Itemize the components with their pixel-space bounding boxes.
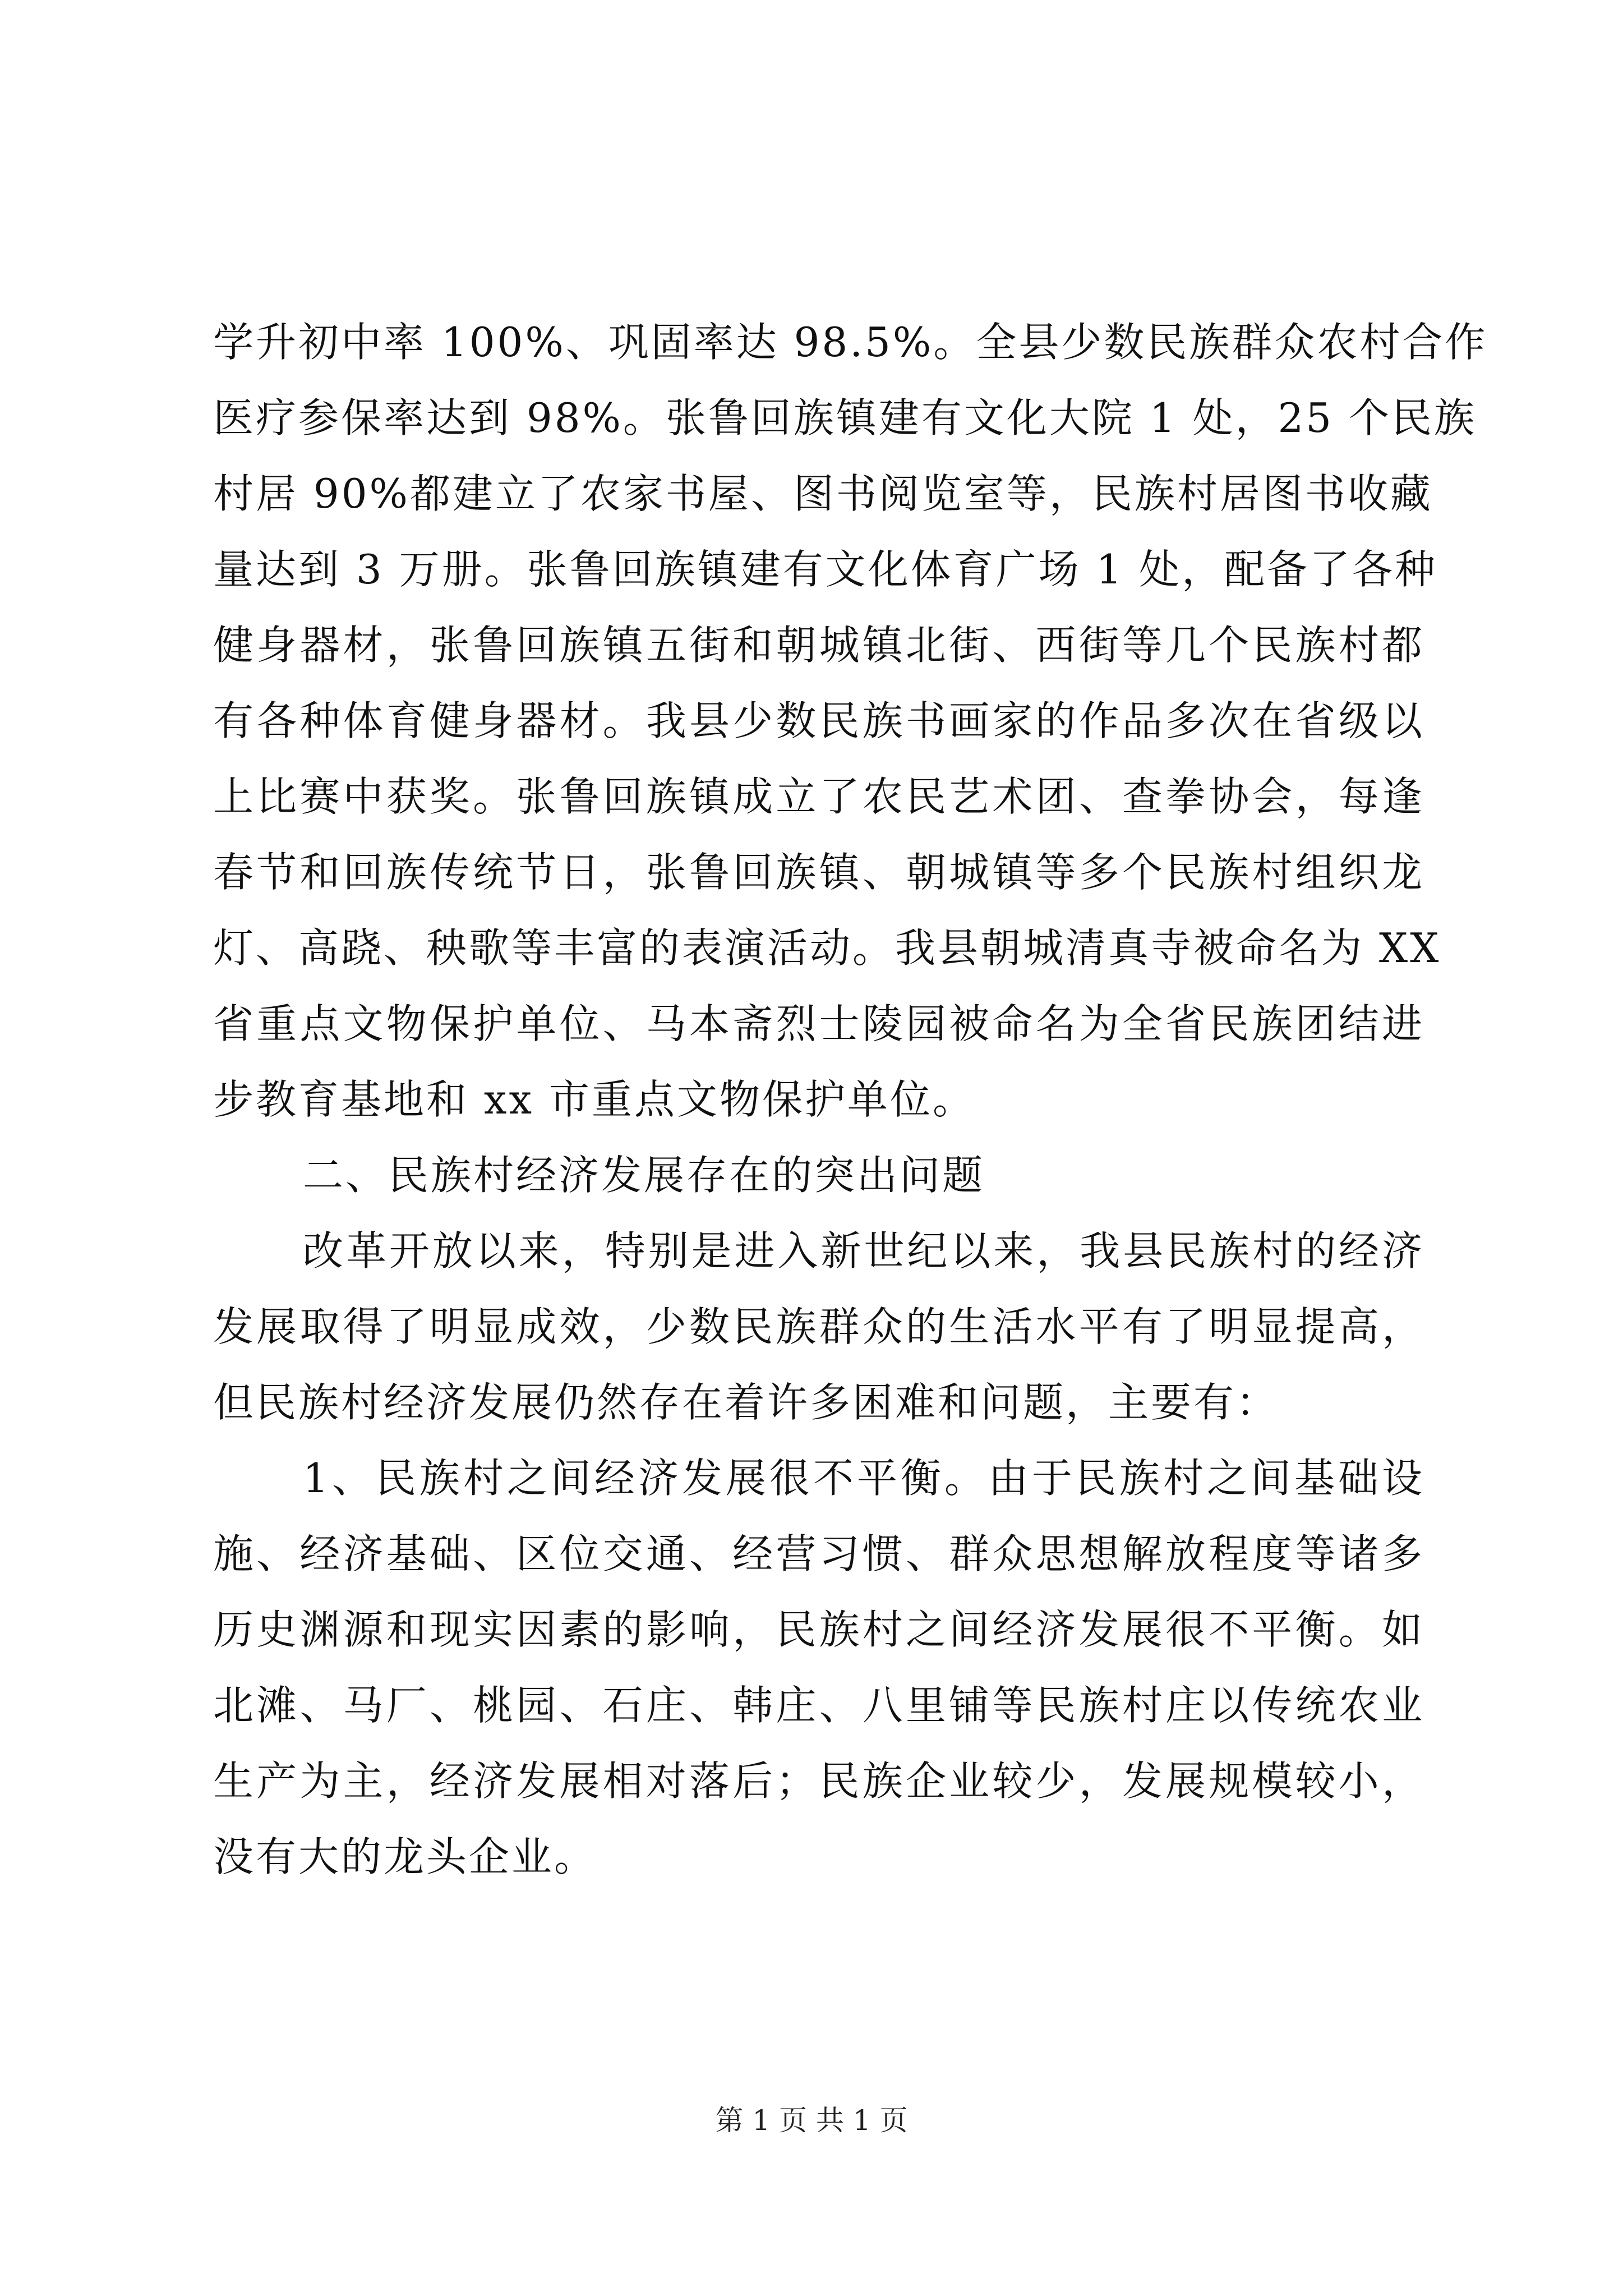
body-line-20: 生产为主，经济发展相对落后；民族企业较少，发展规模较小， xyxy=(213,1757,1424,1805)
body-line-4: 量达到 3 万册。张鲁回族镇建有文化体育广场 1 处，配备了各种 xyxy=(213,546,1438,593)
body-line-7: 上比赛中获奖。张鲁回族镇成立了农民艺术团、查拳协会，每逢 xyxy=(213,773,1424,820)
body-line-5: 健身器材，张鲁回族镇五街和朝城镇北街、西街等几个民族村都 xyxy=(213,622,1424,669)
body-line-19: 北滩、马厂、桃园、石庄、韩庄、八里铺等民族村庄以传统农业 xyxy=(213,1682,1424,1729)
body-line-16: 1、民族村之间经济发展很不平衡。由于民族村之间基础设 xyxy=(303,1455,1424,1502)
body-line-17: 施、经济基础、区位交通、经营习惯、群众思想解放程度等诸多 xyxy=(213,1530,1424,1577)
body-line-1: 学升初中率 100%、巩固率达 98.5%。全县少数民族群众农村合作 xyxy=(213,319,1488,366)
page-footer: 第 1 页 共 1 页 xyxy=(715,2104,908,2137)
body-line-2: 医疗参保率达到 98%。张鲁回族镇建有文化大院 1 处，25 个民族 xyxy=(213,394,1477,441)
body-line-9: 灯、高跷、秧歌等丰富的表演活动。我县朝城清真寺被命名为 XX xyxy=(213,924,1441,972)
body-line-21: 没有大的龙头企业。 xyxy=(213,1833,597,1880)
body-line-18: 历史渊源和现实因素的影响，民族村之间经济发展很不平衡。如 xyxy=(213,1606,1424,1653)
body-line-6: 有各种体育健身器材。我县少数民族书画家的作品多次在省级以 xyxy=(213,697,1424,744)
body-line-14: 发展取得了明显成效，少数民族群众的生活水平有了明显提高， xyxy=(213,1303,1424,1350)
section-heading: 二、民族村经济发展存在的突出问题 xyxy=(303,1152,985,1199)
body-line-10: 省重点文物保护单位、马本斋烈士陵园被命名为全省民族团结进 xyxy=(213,1000,1424,1047)
body-line-8: 春节和回族传统节日，张鲁回族镇、朝城镇等多个民族村组织龙 xyxy=(213,849,1424,896)
body-line-15: 但民族村经济发展仍然存在着许多困难和问题，主要有： xyxy=(213,1379,1279,1426)
body-line-3: 村居 90%都建立了农家书屋、图书阅览室等，民族村居图书收藏 xyxy=(213,470,1433,517)
body-line-13: 改革开放以来，特别是进入新世纪以来，我县民族村的经济 xyxy=(303,1227,1424,1274)
body-line-11: 步教育基地和 xx 市重点文物保护单位。 xyxy=(213,1076,975,1123)
